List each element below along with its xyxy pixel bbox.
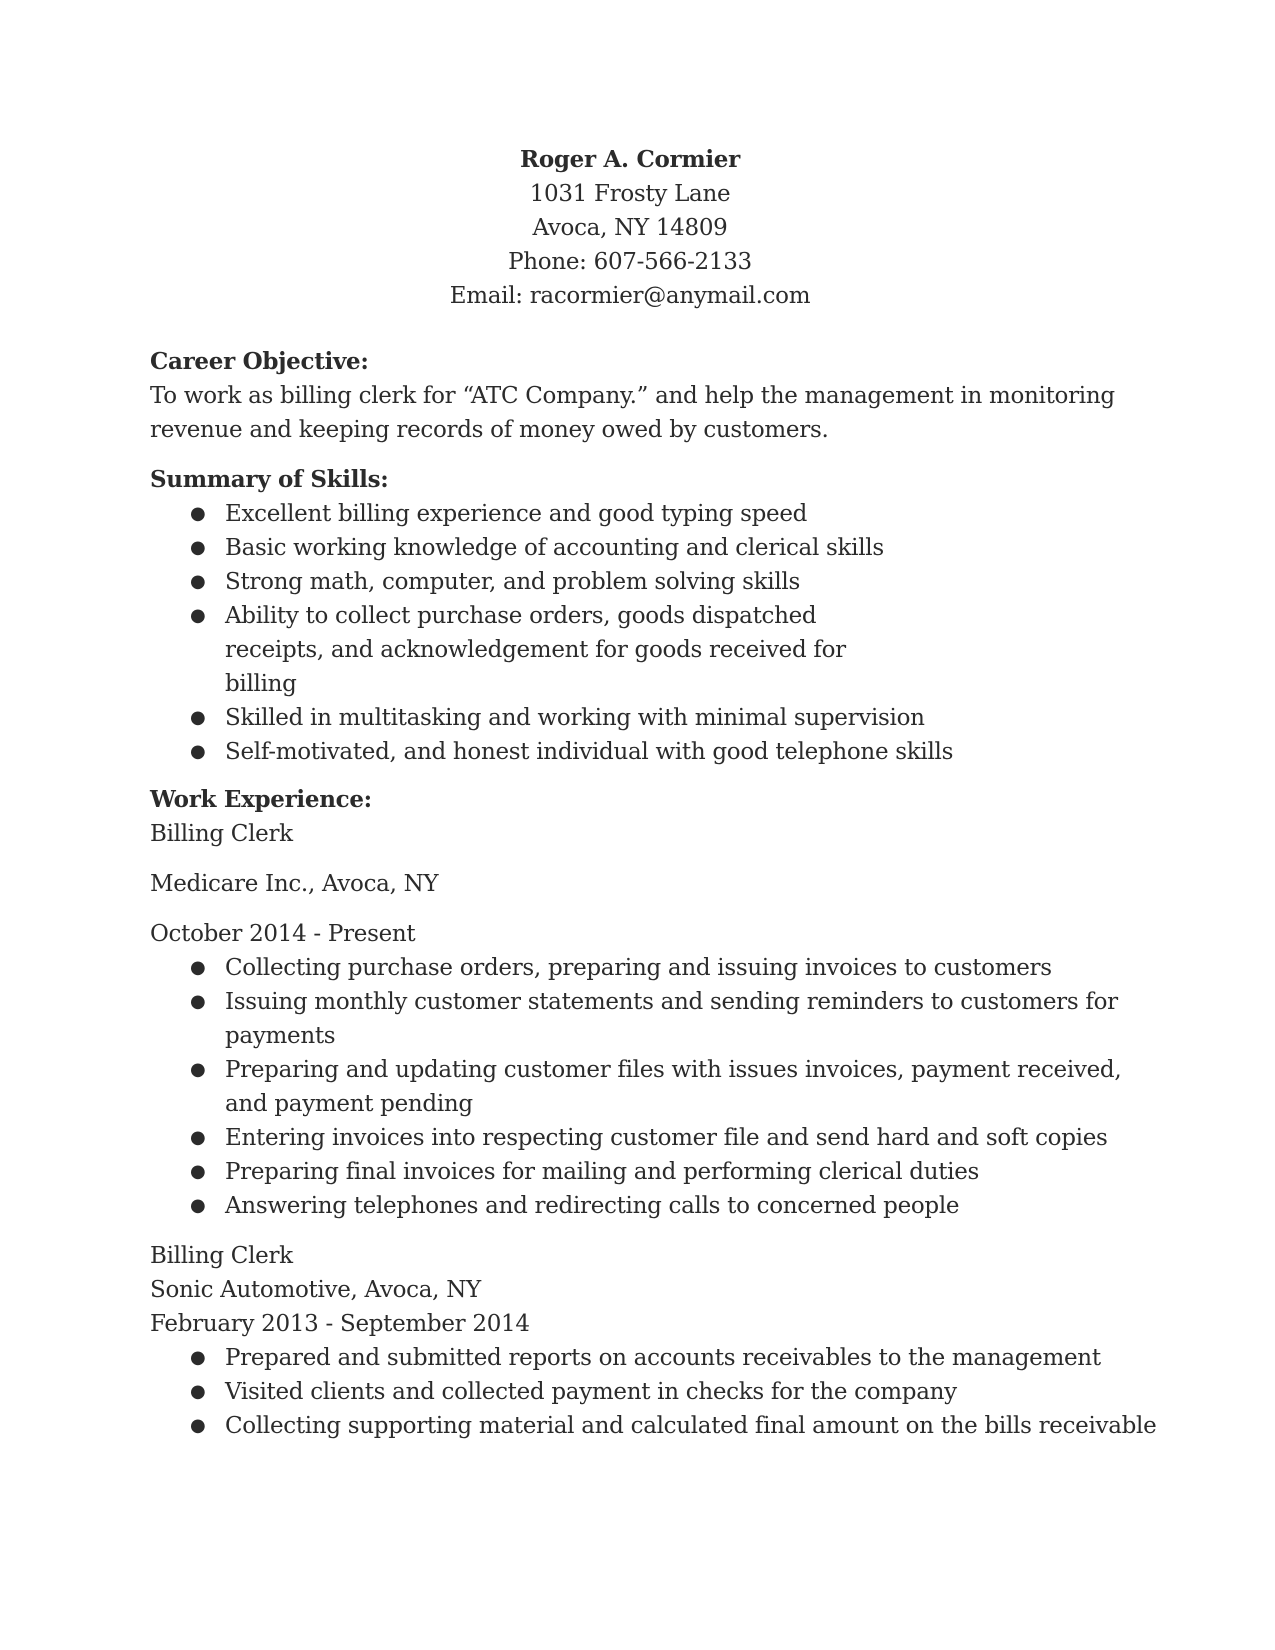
job-company: Medicare Inc., Avoca, NY: [150, 871, 439, 897]
list-item-text: Preparing final invoices for mailing and performing clerical duties: [225, 1159, 980, 1185]
applicant-name: Roger A. Cormier: [520, 146, 740, 173]
list-item-text: Excellent billing experience and good typing speed: [225, 501, 808, 527]
bullet-icon: ●: [190, 707, 206, 728]
list-item-text: Self-motivated, and honest individual with good telephone skills: [225, 739, 954, 765]
contact-header: [130, 143, 1130, 313]
bullet-icon: ●: [190, 991, 206, 1012]
list-item-text: Collecting supporting material and calculated final amount on the bills receivable: [225, 1413, 1157, 1439]
list-item-text: Prepared and submitted reports on accounts receivables to the management: [225, 1345, 1101, 1371]
list-item-text: Strong math, computer, and problem solving skills: [225, 569, 800, 595]
list-item: [150, 1121, 1130, 1155]
bullet-icon: ●: [190, 1347, 206, 1368]
list-item: [150, 599, 1130, 701]
bullet-icon: ●: [190, 1127, 206, 1148]
list-item: [150, 1409, 1157, 1443]
bullet-icon: ●: [190, 605, 206, 626]
list-item: [150, 1375, 1130, 1409]
list-item-text: Skilled in multitasking and working with minimal supervision: [225, 705, 925, 731]
job-2: [150, 1239, 1157, 1443]
job-duties-list: [150, 951, 1130, 1223]
list-item: [150, 1189, 1130, 1223]
job-duties-list: [150, 1341, 1157, 1443]
list-item: [150, 701, 1130, 735]
skills-heading: Summary of Skills:: [150, 466, 389, 493]
bullet-icon: ●: [190, 957, 206, 978]
list-item-text: Visited clients and collected payment in checks for the company: [225, 1379, 957, 1405]
work-experience-heading: Work Experience:: [150, 786, 372, 813]
list-item-text: Answering telephones and redirecting calls to concerned people: [225, 1193, 960, 1219]
bullet-icon: ●: [190, 1381, 206, 1402]
career-objective-text: To work as billing clerk for “ATC Company.” and help the management in monitoring revenue and keeping records of money owed by customers.: [150, 383, 1115, 443]
list-item: [150, 735, 1130, 769]
bullet-icon: ●: [190, 537, 206, 558]
phone-number: Phone: 607-566-2133: [508, 249, 752, 275]
bullet-icon: ●: [190, 741, 206, 762]
bullet-icon: ●: [190, 503, 206, 524]
list-item-text: Preparing and updating customer files with issues invoices, payment received, and payment pending: [225, 1057, 1122, 1117]
list-item: [150, 531, 1130, 565]
job-role: Billing Clerk: [150, 821, 293, 847]
bullet-icon: ●: [190, 1195, 206, 1216]
list-item-text: Issuing monthly customer statements and sending reminders to customers for payments: [225, 989, 1118, 1049]
email-address: Email: racormier@anymail.com: [449, 283, 811, 309]
list-item-text: Ability to collect purchase orders, goods dispatched receipts, and acknowledgement for goods received for billing: [225, 603, 846, 697]
list-item: [150, 1155, 1130, 1189]
list-item: [150, 565, 1130, 599]
address-line-2: Avoca, NY 14809: [532, 215, 728, 241]
list-item: [150, 1053, 1130, 1121]
job-dates: October 2014 - Present: [150, 921, 416, 947]
list-item: [150, 1341, 1130, 1375]
bullet-icon: ●: [190, 1161, 206, 1182]
job-company: Sonic Automotive, Avoca, NY: [150, 1277, 481, 1303]
bullet-icon: ●: [190, 1059, 206, 1080]
job-role: Billing Clerk: [150, 1243, 293, 1269]
job-1: [150, 817, 1130, 1223]
job-dates: February 2013 - September 2014: [150, 1311, 530, 1337]
list-item: [150, 497, 1130, 531]
list-item: [150, 985, 1130, 1053]
skills-list: [150, 497, 1130, 769]
career-objective-heading: Career Objective:: [150, 348, 369, 375]
list-item: [150, 951, 1130, 985]
list-item-text: Entering invoices into respecting customer file and send hard and soft copies: [225, 1125, 1108, 1151]
list-item-text: Collecting purchase orders, preparing and issuing invoices to customers: [225, 955, 1052, 981]
resume-content: [150, 143, 1157, 1443]
address-line-1: 1031 Frosty Lane: [529, 181, 731, 207]
bullet-icon: ●: [190, 1415, 206, 1436]
list-item-text: Basic working knowledge of accounting and clerical skills: [225, 535, 884, 561]
bullet-icon: ●: [190, 571, 206, 592]
